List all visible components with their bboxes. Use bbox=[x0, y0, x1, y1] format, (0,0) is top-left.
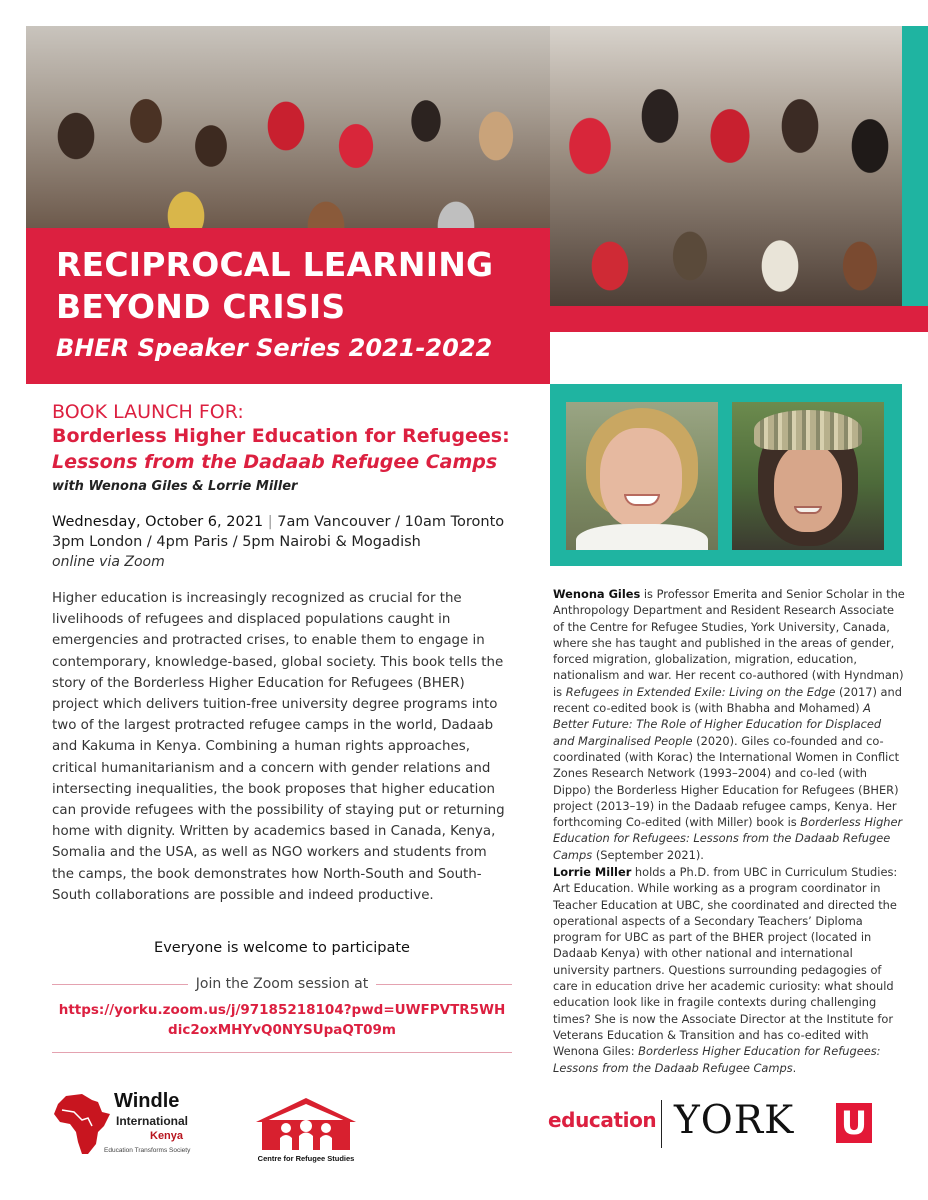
series-title-line-2: BEYOND CRISIS bbox=[56, 287, 346, 326]
york-wordmark: YORK bbox=[674, 1098, 795, 1143]
join-zoom-text: Join the Zoom session at bbox=[195, 976, 369, 992]
education-wordmark: education bbox=[548, 1108, 657, 1132]
windle-tagline: Education Transforms Society bbox=[104, 1147, 191, 1154]
lorrie-miller-bio: Lorrie Miller holds a Ph.D. from UBC in Curriculum Studies: Art Education. While working as a program coordinator in Teacher Education at UBC, she coordinated and directed the operational aspects of a Secondary Teachers’ Diploma program for UBC as part of the BHER project (located in Dadaab Kenya) with other national and international university partners. Questions surrounding pedagogies of care in education drive her academic curiosity: what should education look like in fragile contexts during challenging times? She is now the Associate Director at the Institute for Veterans Education & Transition and has co-edited with Wenona Giles: Borderless Higher Education for Refugees: Lessons from the Dadaab Refugee Camps. bbox=[553, 865, 898, 1075]
teal-accent-strip bbox=[902, 26, 928, 306]
join-row bbox=[52, 974, 512, 994]
zoom-link-line-2: dic2oxMHYvQ0NYSUpaQT09m bbox=[168, 1022, 396, 1038]
logo-divider bbox=[661, 1100, 662, 1148]
crs-name: Centre for Refugee Studies bbox=[257, 1154, 355, 1163]
windle-subtitle: International bbox=[116, 1114, 189, 1128]
book-description: Higher education is increasingly recognized as crucial for the livelihoods of refugees and displaced populations caught in emergencies and protracted crises, to enable them to engage in contemporary, knowledge-based, global society. This book tells the story of the Borderless Higher Education for Refugees (BHER) project which delivers tuition-free university degree programs into two of the largest protracted refugee camps in the world, Dadaab and Kakuma in Kenya. Combining a human rights approaches, critical humanitarianism and a concern with gender relations and intersecting inequalities, the book proposes that higher education can provide refugees with the possibility of staying put or returning home with dignity. Written by academics based in Canada, Kenya, Somalia and the USA, as well as NGO workers and students from the camps, the book demonstrates how North-South and South-South collaborations are possible and indeed productive. bbox=[52, 591, 505, 903]
book-subtitle: Lessons from the Dadaab Refugee Camps bbox=[52, 451, 498, 473]
book-title: Borderless Higher Education for Refugees: bbox=[52, 425, 510, 447]
divider-left bbox=[52, 984, 188, 985]
africa-map-icon bbox=[52, 1092, 112, 1158]
centre-for-refugee-studies-logo bbox=[248, 1096, 364, 1166]
wenona-giles-bio: Wenona Giles is Professor Emerita and Senior Scholar in the Anthropology Department and Resident Research Associate of the Centre for Refugee Studies, York University, Canada, where she has taught and published in the areas of gender, forced migration, globalization, migration, education, nationalism and war. Her recent co-authored (with Hyndman) is Refugees in Extended Exile: Living on the Edge (2017) and recent co-edited book is (with Bhabha and Mohamed) A Better Future: The Role of Higher Education for Displaced and Marginalised People (2020). Giles co-founded and co-coordinated (with Korac) the International Women in Conflict Zones Research Network (1993–2004) and co-led (with Dippo) the Borderless Higher Education for Refugees (BHER) project (2013–19) in the Dadaab refugee camps, Kenya. Her forthcoming Co-edited (with Miller) book is Borderless Higher Education for Refugees: Lessons from the Dadaab Refugee Camps (September 2021). bbox=[553, 587, 905, 862]
welcome-text: Everyone is welcome to participate bbox=[154, 940, 410, 956]
headshots-frame bbox=[550, 384, 902, 566]
bio-name: Lorrie Miller bbox=[553, 865, 632, 879]
york-u-logo: U bbox=[836, 1103, 872, 1143]
bio-name: Wenona Giles bbox=[553, 587, 641, 601]
event-times-1: 7am Vancouver / 10am Toronto bbox=[277, 514, 505, 530]
lorrie-miller-photo bbox=[732, 402, 884, 550]
house-people-icon bbox=[248, 1096, 364, 1152]
red-accent-strip bbox=[550, 306, 928, 332]
book-launch-label: BOOK LAUNCH FOR: bbox=[52, 401, 244, 423]
book-authors: with Wenona Giles & Lorrie Miller bbox=[52, 479, 298, 494]
divider-bottom bbox=[52, 1052, 512, 1053]
windle-name: Windle bbox=[114, 1090, 180, 1112]
wenona-giles-photo bbox=[566, 402, 718, 550]
date-separator: | bbox=[267, 514, 273, 530]
windle-country: Kenya bbox=[150, 1130, 184, 1142]
divider-right bbox=[376, 984, 512, 985]
event-location: online via Zoom bbox=[52, 554, 165, 570]
group-photo bbox=[26, 26, 550, 228]
series-title-line-1: RECIPROCAL LEARNING bbox=[56, 245, 494, 284]
group-photo-right bbox=[550, 26, 902, 306]
zoom-link-line-1: https://yorku.zoom.us/j/97185218104?pwd=UWFPVTR5WH bbox=[58, 1002, 506, 1018]
series-subtitle: BHER Speaker Series 2021-2022 bbox=[56, 334, 493, 362]
title-band bbox=[26, 228, 550, 384]
event-times-2: 3pm London / 4pm Paris / 5pm Nairobi & Mogadish bbox=[52, 534, 421, 550]
zoom-link[interactable] bbox=[52, 1000, 512, 1040]
event-date: Wednesday, October 6, 2021 bbox=[52, 514, 264, 530]
windle-international-logo bbox=[52, 1090, 212, 1170]
event-date-line bbox=[52, 512, 504, 532]
